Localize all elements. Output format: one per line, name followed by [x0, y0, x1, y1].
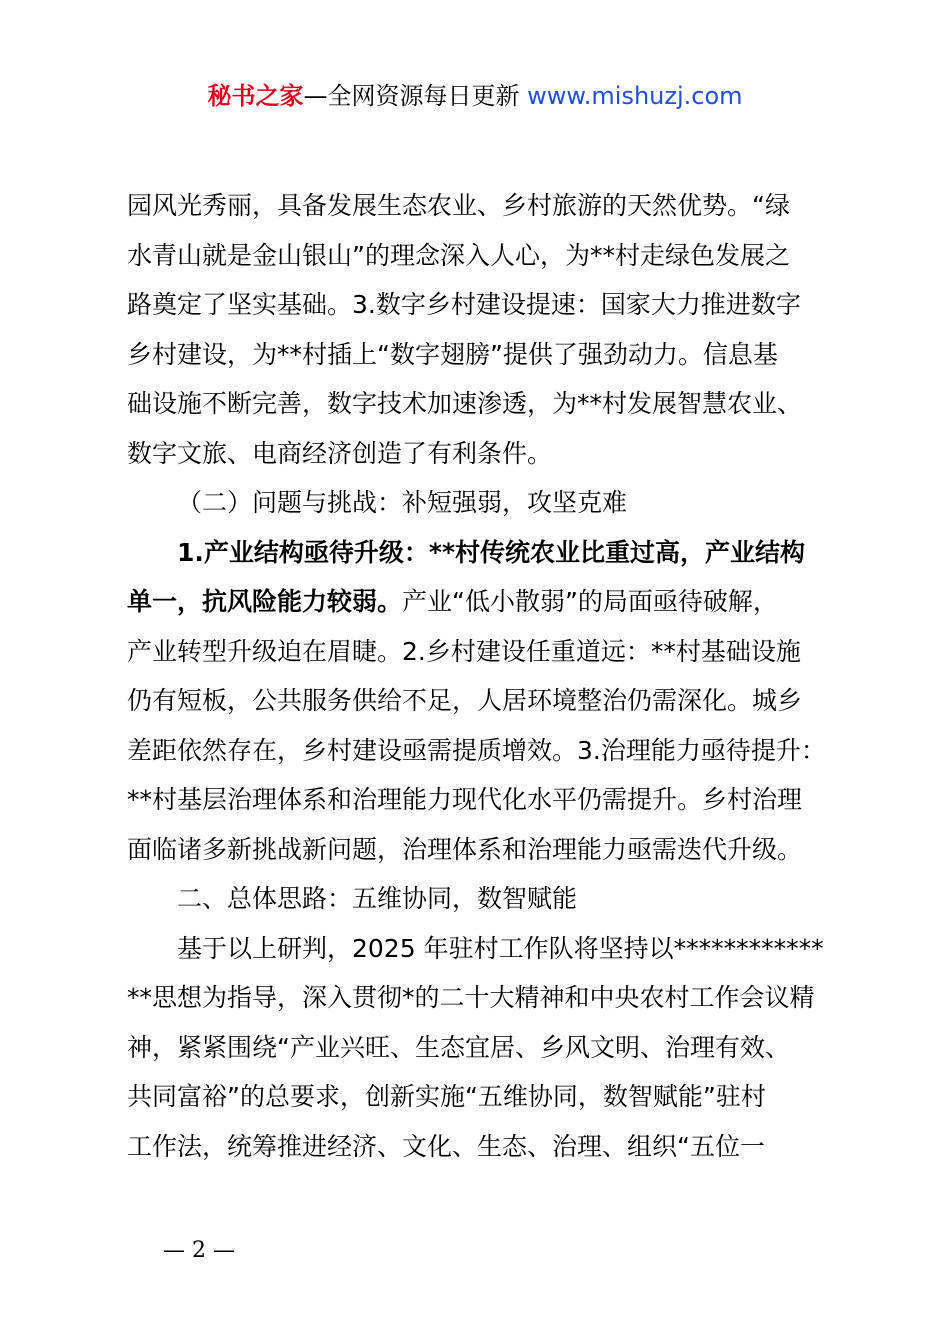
body-line: 面临诸多新挑战新问题，治理体系和治理能力亟需迭代升级。 [127, 834, 803, 864]
chapter-heading: 二、总体思路：五维协同，数智赋能 [177, 884, 578, 913]
section-heading: （二）问题与挑战：补短强弱，攻坚克难 [177, 488, 628, 517]
site-tagline: —全网资源每日更新 [303, 82, 520, 110]
body-line: 础设施不断完善，数字技术加速渗透，为**村发展智慧农业、 [127, 389, 803, 418]
body-line: 路奠定了坚实基础。3.数字乡村建设提速：国家大力推进数字 [127, 290, 801, 319]
body-line: **思想为指导，深入贯彻*的二十大精神和中央农村工作会议精 [127, 983, 815, 1012]
body-line: 神，紧紧围绕“产业兴旺、生态宜居、乡风文明、治理有效、 [127, 1032, 790, 1062]
bold-subheading: 1.产业结构亟待升级：**村传统农业比重过高，产业结构 [177, 537, 806, 567]
bold-subheading-end: 单一，抗风险能力较弱。 [127, 587, 403, 616]
site-url-link[interactable]: www.mishuzj.com [527, 82, 743, 110]
body-line-continued: 产业“低小散弱”的局面亟待破解， [402, 587, 778, 616]
document-body [127, 181, 839, 1171]
body-line: 工作法，统筹推进经济、文化、生态、治理、组织“五位一 [127, 1131, 765, 1161]
body-line: 基于以上研判，2025 年驻村工作队将坚持以************ [177, 933, 824, 963]
site-header [0, 80, 950, 112]
site-brand: 秘书之家 [207, 82, 304, 110]
body-line: 乡村建设，为**村插上“数字翅膀”提供了强劲动力。信息基 [127, 339, 778, 369]
body-line: 园风光秀丽，具备发展生态农业、乡村旅游的天然优势。“绿 [127, 191, 790, 220]
body-line: 仍有短板，公共服务供给不足，人居环境整治仍需深化。城乡 [127, 686, 803, 715]
body-line: 共同富裕”的总要求，创新实施“五维协同，数智赋能”驻村 [127, 1082, 766, 1111]
body-line: 数字文旅、电商经济创造了有利条件。 [127, 438, 553, 468]
body-line: 差距依然存在，乡村建设亟需提质增效。3.治理能力亟待提升： [127, 735, 826, 765]
body-line: 产业转型升级迫在眉睫。2.乡村建设任重道远：**村基础设施 [127, 636, 801, 666]
body-line: **村基层治理体系和治理能力现代化水平仍需提升。乡村治理 [127, 785, 803, 814]
body-line [127, 577, 839, 627]
page-number: — 2 — [163, 1238, 235, 1263]
body-line: 水青山就是金山银山”的理念深入人心，为**村走绿色发展之 [127, 240, 790, 270]
